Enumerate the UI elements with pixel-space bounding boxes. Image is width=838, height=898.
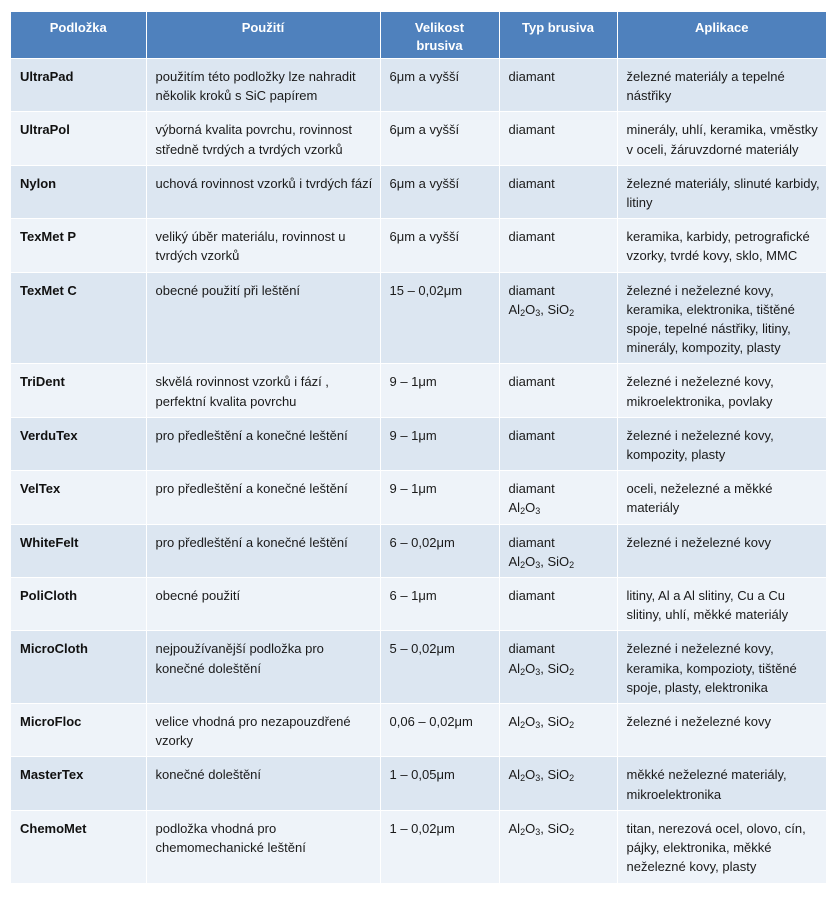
subscript-digit: 2	[520, 666, 526, 677]
size-cell: 1 – 0,05μm	[380, 757, 499, 810]
subscript-digit: 3	[535, 826, 541, 837]
use-cell: velice vhodná pro nezapouzdřené vzorky	[146, 704, 380, 757]
application-cell: litiny, Al a Al slitiny, Cu a Cu slitiny, uhlí, měkké materiály	[617, 578, 826, 631]
header-size: Velikost brusiva	[380, 12, 499, 59]
pad-name-cell: TexMet C	[11, 272, 146, 364]
abrasive-text: O	[525, 820, 536, 836]
use-cell: podložka vhodná pro chemomechanické leštění	[146, 810, 380, 883]
header-pad: Podložka	[11, 12, 146, 59]
subscript-digit: 3	[535, 666, 541, 677]
abrasive-type-cell	[499, 364, 617, 417]
use-cell: obecné použití při leštění	[146, 272, 380, 364]
abrasive-text: O	[525, 301, 536, 317]
abrasive-line	[509, 479, 611, 498]
abrasive-text: , SiO	[540, 553, 570, 569]
abrasive-text: Al	[508, 301, 521, 317]
size-cell: 9 – 1μm	[380, 471, 499, 524]
subscript-digit: 2	[520, 307, 526, 318]
table-row	[11, 704, 826, 757]
abrasive-text: Al	[508, 660, 521, 676]
size-cell: 6 – 0,02μm	[380, 524, 499, 577]
abrasive-line	[509, 372, 611, 391]
abrasive-text: O	[525, 660, 536, 676]
table-row	[11, 272, 826, 364]
abrasive-line	[509, 120, 611, 139]
table-row	[11, 810, 826, 883]
abrasive-text: , SiO	[540, 767, 570, 783]
abrasive-text: diamant	[508, 374, 555, 390]
size-cell: 6μm a vyšší	[380, 112, 499, 165]
table-body	[11, 59, 826, 884]
abrasive-line	[509, 281, 611, 300]
abrasive-type-cell	[499, 219, 617, 272]
use-cell: pro předleštění a konečné leštění	[146, 524, 380, 577]
abrasive-line	[509, 174, 611, 193]
application-cell: železné i neželezné kovy, keramika, kompoziоty, tištěné spoje, plasty, elektronika	[617, 631, 826, 704]
abrasive-line	[509, 300, 611, 319]
abrasive-line	[509, 586, 611, 605]
pad-name-cell: VelTex	[11, 471, 146, 524]
abrasive-text: diamant	[508, 588, 555, 604]
abrasive-text: diamant	[508, 122, 555, 138]
abrasive-text: diamant	[508, 282, 555, 298]
table-row	[11, 471, 826, 524]
table-row	[11, 165, 826, 218]
table-row	[11, 417, 826, 470]
size-cell: 15 – 0,02μm	[380, 272, 499, 364]
pad-name-cell: TexMet P	[11, 219, 146, 272]
header-row	[11, 12, 826, 59]
size-cell: 9 – 1μm	[380, 364, 499, 417]
subscript-digit: 2	[520, 773, 526, 784]
use-cell: použitím této podložky lze nahradit několik kroků s SiC papírem	[146, 59, 380, 112]
use-cell: skvělá rovinnost vzorků i fází , perfektní kvalita povrchu	[146, 364, 380, 417]
application-cell: železné i neželezné kovy, kompozity, plasty	[617, 417, 826, 470]
header-use: Použití	[146, 12, 380, 59]
subscript-digit: 2	[520, 826, 526, 837]
abrasive-type-cell	[499, 112, 617, 165]
table-row	[11, 757, 826, 810]
abrasive-text: , SiO	[540, 660, 570, 676]
application-cell: měkké neželezné materiály, mikroelektronika	[617, 757, 826, 810]
abrasive-line	[509, 498, 611, 517]
abrasive-text: Al	[508, 714, 521, 730]
abrasive-line	[509, 426, 611, 445]
abrasive-type-cell	[499, 578, 617, 631]
abrasive-type-cell	[499, 704, 617, 757]
abrasive-text: diamant	[508, 481, 555, 497]
subscript-digit: 2	[520, 720, 526, 731]
pad-name-cell: Nylon	[11, 165, 146, 218]
subscript-digit: 2	[569, 773, 575, 784]
subscript-digit: 3	[535, 773, 541, 784]
header-application: Aplikace	[617, 12, 826, 59]
application-cell: železné i neželezné kovy	[617, 524, 826, 577]
pad-name-cell: PoliCloth	[11, 578, 146, 631]
abrasive-text: O	[525, 553, 536, 569]
pad-name-cell: MicroCloth	[11, 631, 146, 704]
use-cell: veliký úběr materiálu, rovinnost u tvrdých vzorků	[146, 219, 380, 272]
application-cell: keramika, karbidy, petrografické vzorky, tvrdé kovy, sklo, MMC	[617, 219, 826, 272]
subscript-digit: 3	[535, 720, 541, 731]
application-cell: železné i neželezné kovy	[617, 704, 826, 757]
abrasive-text: diamant	[508, 534, 555, 550]
subscript-digit: 2	[569, 666, 575, 677]
abrasive-line	[509, 712, 611, 731]
use-cell: uchová rovinnost vzorků i tvrdých fází	[146, 165, 380, 218]
abrasive-text: O	[525, 767, 536, 783]
application-cell: železné materiály, slinuté karbidy, litiny	[617, 165, 826, 218]
table-row	[11, 112, 826, 165]
pad-name-cell: VerduTex	[11, 417, 146, 470]
abrasive-text: Al	[508, 767, 521, 783]
application-cell: železné i neželezné kovy, mikroelektronika, povlaky	[617, 364, 826, 417]
header-abrasive-type: Typ brusiva	[499, 12, 617, 59]
abrasive-text: O	[525, 714, 536, 730]
application-cell: železné i neželezné kovy, keramika, elektronika, tištěné spoje, tepelné nástřiky, litiny, minerály, kompozity, plasty	[617, 272, 826, 364]
table-row	[11, 524, 826, 577]
abrasive-text: Al	[508, 553, 521, 569]
size-cell: 1 – 0,02μm	[380, 810, 499, 883]
application-cell: oceli, neželezné a měkké materiály	[617, 471, 826, 524]
subscript-digit: 2	[520, 506, 526, 517]
abrasive-type-cell	[499, 417, 617, 470]
abrasive-line	[509, 765, 611, 784]
abrasive-text: Al	[508, 500, 521, 516]
use-cell: pro předleštění a konečné leštění	[146, 471, 380, 524]
size-cell: 6 – 1μm	[380, 578, 499, 631]
table-row	[11, 59, 826, 112]
abrasive-type-cell	[499, 757, 617, 810]
abrasive-text: diamant	[508, 69, 555, 84]
pad-name-cell: UltraPad	[11, 59, 146, 112]
subscript-digit: 3	[535, 506, 541, 517]
size-cell: 6μm a vyšší	[380, 219, 499, 272]
abrasive-line	[509, 819, 611, 838]
pad-name-cell: TriDent	[11, 364, 146, 417]
subscript-digit: 2	[569, 307, 575, 318]
abrasive-type-cell	[499, 471, 617, 524]
use-cell: nejpoužívanější podložka pro konečné doleštění	[146, 631, 380, 704]
pad-table	[11, 12, 826, 884]
abrasive-text: diamant	[508, 641, 555, 657]
size-cell: 6μm a vyšší	[380, 165, 499, 218]
pad-name-cell: MasterTex	[11, 757, 146, 810]
abrasive-type-cell	[499, 631, 617, 704]
table-row	[11, 364, 826, 417]
abrasive-type-cell	[499, 59, 617, 112]
subscript-digit: 2	[569, 720, 575, 731]
abrasive-line	[509, 639, 611, 658]
application-cell: titan, nerezová ocel, olovo, cín, pájky, elektronika, měkké neželezné kovy, plasty	[617, 810, 826, 883]
size-cell: 0,06 – 0,02μm	[380, 704, 499, 757]
table-row	[11, 631, 826, 704]
pad-name-cell: ChemoMet	[11, 810, 146, 883]
size-cell: 9 – 1μm	[380, 417, 499, 470]
use-cell: obecné použití	[146, 578, 380, 631]
table-row	[11, 219, 826, 272]
pad-name-cell: UltraPol	[11, 112, 146, 165]
abrasive-type-cell	[499, 810, 617, 883]
abrasive-line	[509, 659, 611, 678]
use-cell: výborná kvalita povrchu, rovinnost středně tvrdých a tvrdých vzorků	[146, 112, 380, 165]
use-cell: konečné doleštění	[146, 757, 380, 810]
subscript-digit: 3	[535, 559, 541, 570]
abrasive-text: diamant	[508, 427, 555, 443]
abrasive-text: Al	[508, 820, 521, 836]
abrasive-type-cell	[499, 272, 617, 364]
subscript-digit: 3	[535, 307, 541, 318]
application-cell: minerály, uhlí, keramika, vměstky v oceli, žáruvzdorné materiály	[617, 112, 826, 165]
subscript-digit: 2	[569, 826, 575, 837]
abrasive-text: O	[525, 500, 536, 516]
use-cell: pro předleštění a konečné leštění	[146, 417, 380, 470]
abrasive-line	[509, 533, 611, 552]
abrasive-line	[509, 227, 611, 246]
abrasive-line	[509, 67, 611, 86]
abrasive-text: , SiO	[540, 820, 570, 836]
application-cell: železné materiály a tepelné nástřiky	[617, 59, 826, 112]
abrasive-type-cell	[499, 165, 617, 218]
abrasive-text: , SiO	[540, 714, 570, 730]
abrasive-text: diamant	[508, 175, 555, 191]
table-row	[11, 578, 826, 631]
size-cell: 6μm a vyšší	[380, 59, 499, 112]
size-cell: 5 – 0,02μm	[380, 631, 499, 704]
subscript-digit: 2	[569, 559, 575, 570]
abrasive-type-cell	[499, 524, 617, 577]
pad-name-cell: WhiteFelt	[11, 524, 146, 577]
pad-name-cell: MicroFloc	[11, 704, 146, 757]
abrasive-text: diamant	[508, 229, 555, 245]
subscript-digit: 2	[520, 559, 526, 570]
abrasive-text: , SiO	[540, 301, 570, 317]
abrasive-line	[509, 552, 611, 571]
